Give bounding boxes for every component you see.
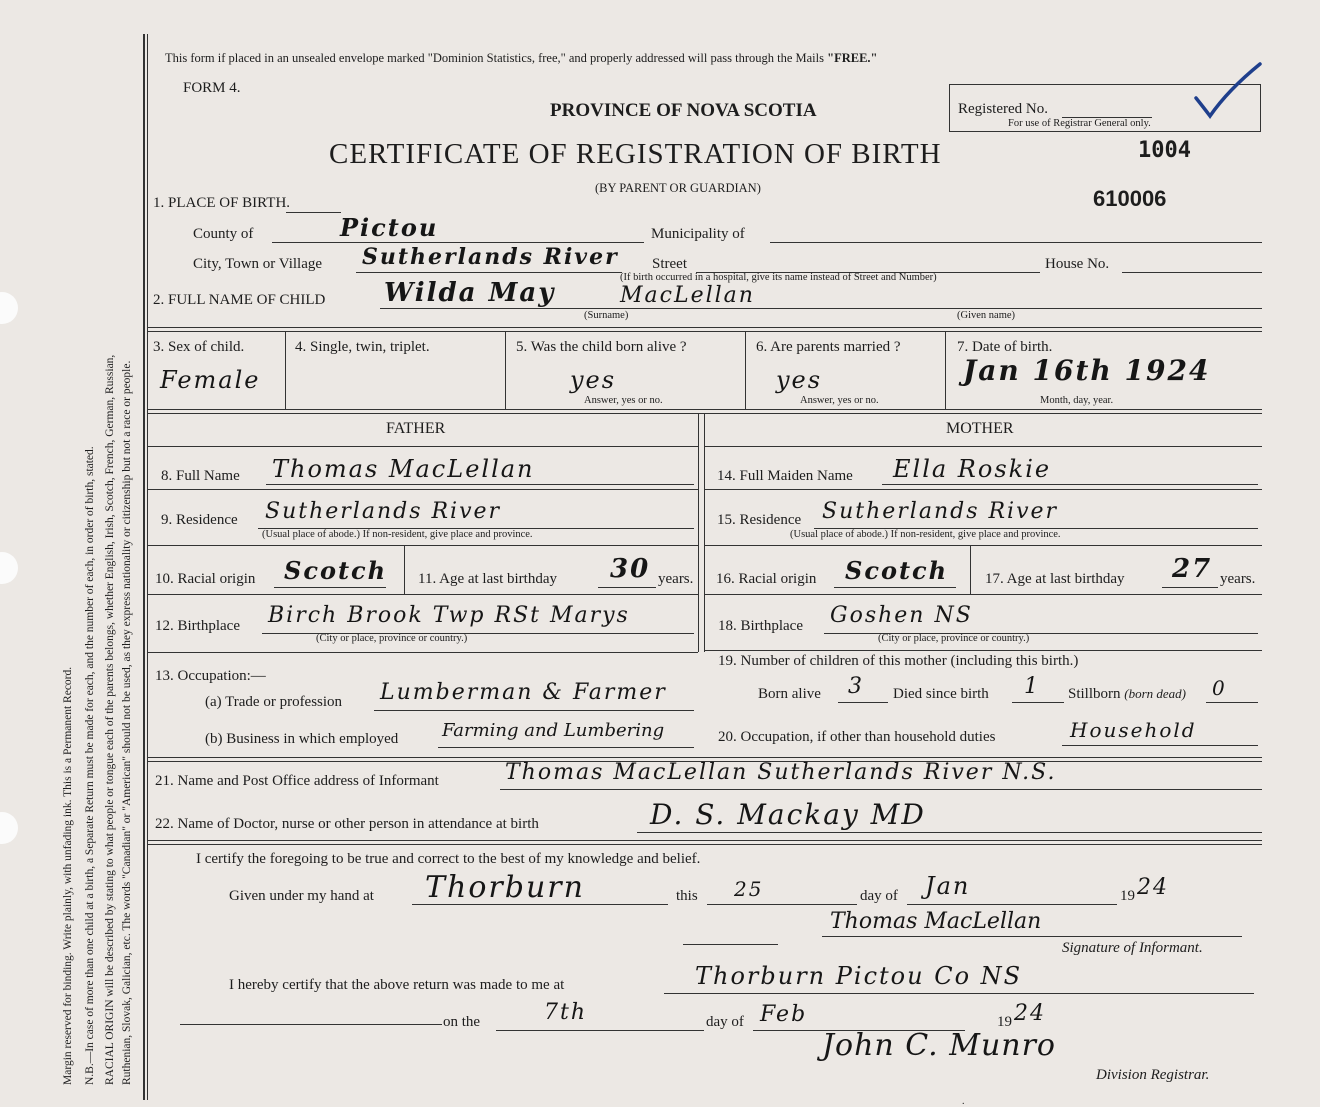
rule [147, 545, 698, 546]
father-name-line [266, 484, 694, 485]
father-age-label: 11. Age at last birthday [418, 571, 557, 587]
sex-value: Female [160, 366, 261, 394]
year-prefix: 19 [1120, 888, 1135, 904]
given-under-label: Given under my hand at [229, 888, 374, 904]
form-number: FORM 4. [183, 80, 241, 96]
registrar-month-value: Feb [760, 1002, 808, 1027]
informant-signature-line [822, 936, 1242, 937]
stillborn-label: Stillborn [1068, 686, 1121, 702]
city-line [356, 272, 622, 273]
mother-age-value: 27 [1172, 554, 1213, 584]
province-heading: PROVINCE OF NOVA SCOTIA [550, 100, 817, 121]
died-line [1012, 702, 1064, 703]
rule [180, 1024, 442, 1025]
mother-residence-note: (Usual place of abode.) If non-resident, give place and province. [790, 529, 1061, 540]
father-birthplace-label: 12. Birthplace [155, 618, 240, 634]
father-occupation-label: 13. Occupation:— [155, 668, 266, 684]
mother-birthplace-value: Goshen NS [830, 603, 973, 628]
born-alive-value: yes [570, 366, 617, 394]
stillborn-line [1206, 702, 1258, 703]
mother-occupation-value: Household [1070, 718, 1197, 742]
father-racial-label: 10. Racial origin [155, 571, 256, 587]
mother-occupation-line [1062, 745, 1258, 746]
mother-occupation-label: 20. Occupation, if other than household duties [718, 729, 996, 745]
father-name-value: Thomas MacLellan [272, 455, 535, 483]
given-place-value: Thorburn [425, 870, 585, 905]
father-racial-value: Scotch [284, 556, 388, 585]
born-alive-label: Born alive [758, 686, 821, 702]
given-day-line [707, 904, 857, 905]
rule [704, 650, 1262, 651]
mother-racial-value: Scotch [845, 556, 949, 585]
day-of-label: day of [860, 888, 898, 904]
rule [147, 489, 698, 490]
mother-years-label: years. [1220, 571, 1256, 587]
rule [147, 594, 698, 595]
registrar-place-line [664, 993, 1254, 994]
rule [704, 489, 1262, 490]
father-birthplace-note: (City or place, province or country.) [316, 633, 468, 644]
certificate-title: CERTIFICATE OF REGISTRATION OF BIRTH [329, 138, 942, 170]
rule [404, 545, 405, 594]
mother-age-label: 17. Age at last birthday [985, 571, 1125, 587]
trade-line [374, 710, 694, 711]
trade-label: (a) Trade or profession [205, 694, 343, 710]
margin-note-multiple: N.B.—In case of more than one child at a birth, a Separate Return must be made for each, and the number of each, in order of birth, stated. [84, 446, 96, 1085]
margin-note-binding: Margin reserved for binding. Write plainly, with unfading ink. This is a Permanent Record. [62, 666, 74, 1085]
certificate-subtitle: (BY PARENT OR GUARDIAN) [595, 181, 761, 195]
doctor-label: 22. Name of Doctor, nurse or other person in attendance at birth [155, 816, 539, 832]
father-residence-label: 9. Residence [161, 512, 238, 528]
married-value: yes [776, 366, 823, 394]
died-since-label: Died since birth [893, 686, 989, 702]
business-line [438, 747, 694, 748]
given-day-value: 25 [734, 877, 764, 901]
given-year-value: 24 [1137, 875, 1169, 900]
father-age-value: 30 [610, 554, 651, 584]
mother-name-label: 14. Full Maiden Name [717, 468, 853, 484]
child-given-name: Wilda May [384, 278, 556, 308]
certificate-number: 610006 [1093, 186, 1167, 211]
father-residence-value: Sutherlands River [265, 499, 502, 524]
county-value: Pictou [340, 213, 439, 242]
certify-statement: I certify the foregoing to be true and correct to the best of my knowledge and belief. [196, 851, 701, 867]
stillborn-count: 0 [1212, 676, 1227, 700]
mail-notice-free: "FREE." [827, 51, 878, 65]
sex-label: 3. Sex of child. [153, 339, 245, 355]
rule [505, 331, 506, 409]
binding-hole [0, 812, 18, 844]
rule [704, 413, 705, 652]
signature-informant-label: Signature of Informant. [1062, 940, 1203, 956]
father-name-label: 8. Full Name [161, 468, 240, 484]
doctor-line [637, 832, 1262, 833]
form-left-border [143, 34, 145, 1100]
informant-signature: Thomas MacLellan [830, 909, 1042, 934]
surname-note: (Surname) [584, 310, 629, 321]
child-surname: MacLellan [620, 283, 755, 308]
city-label: City, Town or Village [193, 256, 323, 272]
born-alive-question: 5. Was the child born alive ? [516, 339, 687, 355]
father-racial-line [274, 587, 386, 588]
mother-birthplace-label: 18. Birthplace [718, 618, 803, 634]
married-note: Answer, yes or no. [800, 395, 879, 406]
mother-residence-value: Sutherlands River [822, 499, 1059, 524]
father-birthplace-value: Birch Brook Twp RSt Marys [268, 603, 630, 628]
married-question: 6. Are parents married ? [756, 339, 901, 355]
given-month-value: Jan [925, 872, 971, 900]
born-alive-note: Answer, yes or no. [584, 395, 663, 406]
rule [945, 331, 946, 409]
registrar-statement: I hereby certify that the above return was made to me at [229, 977, 565, 993]
house-line [1122, 272, 1262, 273]
mother-racial-line [834, 587, 956, 588]
rule [147, 331, 1262, 332]
child-name-label: 2. FULL NAME OF CHILD [153, 292, 326, 308]
rule [147, 409, 1262, 410]
rule [147, 652, 698, 653]
binding-hole [0, 292, 18, 324]
born-alive-line [838, 702, 888, 703]
registrar-day-of-label: day of [706, 1014, 744, 1030]
child-name-line [380, 308, 1262, 309]
hospital-note: (If birth occurred in a hospital, give its name instead of Street and Number) [620, 272, 937, 283]
given-month-line [907, 904, 1117, 905]
rule [147, 844, 1262, 845]
rule [147, 446, 698, 447]
mother-age-line [1162, 587, 1218, 588]
reg-day-line [496, 1030, 704, 1031]
born-alive-count: 3 [848, 674, 864, 699]
rule [704, 594, 1262, 595]
house-no-label: House No. [1045, 256, 1110, 272]
given-name-note: (Given name) [957, 310, 1016, 321]
registrar-signature: John C. Munro [822, 1028, 1056, 1063]
business-label: (b) Business in which employed [205, 731, 399, 747]
rule [970, 545, 971, 594]
street-label: Street [652, 256, 687, 272]
mother-heading: MOTHER [946, 420, 1014, 437]
form-left-border-inner [147, 34, 148, 1100]
informant-value: Thomas MacLellan Sutherlands River N.S. [505, 760, 1057, 785]
informant-line [500, 789, 1262, 790]
rule [704, 545, 1262, 546]
stillborn-note: (born dead) [1124, 686, 1187, 701]
checkmark-icon [1192, 60, 1264, 122]
mother-name-value: Ella Roskie [893, 455, 1052, 483]
dob-note: Month, day, year. [1040, 395, 1114, 406]
rule [745, 331, 746, 409]
municipality-line [770, 242, 1262, 243]
registrar-year-prefix: 19 [997, 1014, 1012, 1030]
mail-notice [165, 51, 877, 66]
rule [704, 446, 1262, 447]
mother-racial-label: 16. Racial origin [716, 571, 817, 587]
dob-label: 7. Date of birth. [957, 339, 1053, 355]
county-line [272, 242, 644, 243]
dob-value: Jan 16th 1924 [963, 354, 1211, 387]
multiple-birth-label: 4. Single, twin, triplet. [295, 339, 430, 355]
division-registrar-label: Division Registrar. [1096, 1067, 1210, 1083]
this-label: this [676, 888, 698, 904]
binding-hole [0, 552, 18, 584]
rule [285, 331, 286, 409]
mail-notice-text: This form if placed in an unsealed envelope marked "Dominion Statistics, free," and properly addressed will pass through the Mails [165, 51, 824, 65]
registrar-year-value: 24 [1014, 1001, 1046, 1026]
rule [147, 840, 1262, 841]
died-since-count: 1 [1024, 674, 1040, 699]
registrar-day-value: 7th [544, 1000, 588, 1025]
mother-residence-label: 15. Residence [717, 512, 802, 528]
county-label: County of [193, 226, 254, 242]
registered-no-label: Registered No. [958, 101, 1048, 117]
informant-label: 21. Name and Post Office address of Informant [155, 773, 439, 789]
margin-note-racial-1: RACIAL ORIGIN will be described by stating to what people or tongue each of the parents belongs, whether English, Irish, Scotch, French, German, Russian, [104, 354, 116, 1085]
on-the-label: on the [443, 1014, 481, 1030]
trade-value: Lumberman & Farmer [380, 680, 667, 705]
margin-note-racial-2: Ruthenian, Slovak, Galician, etc. The words "Canadian" or "American" should not be used, as they express nationality or citizenship but not a race or people. [121, 360, 133, 1085]
place-line [286, 212, 341, 213]
municipality-label: Municipality of [651, 226, 745, 242]
father-years-label: years. [658, 571, 694, 587]
rule [698, 413, 699, 652]
business-value: Farming and Lumbering [442, 720, 665, 741]
stamp-number: 1004 [1138, 138, 1191, 163]
doctor-value: D. S. Mackay MD [650, 798, 926, 831]
stillborn-label-group [1068, 686, 1186, 703]
registrar-note: For use of Registrar General only. [1008, 118, 1151, 129]
mother-birthplace-note: (City or place, province or country.) [878, 633, 1030, 644]
rule [147, 327, 1262, 328]
children-count-label: 19. Number of children of this mother (including this birth.) [718, 653, 1079, 669]
registrar-place-value: Thorburn Pictou Co NS [695, 962, 1023, 990]
father-residence-note: (Usual place of abode.) If non-resident, give place and province. [262, 529, 533, 540]
father-heading: FATHER [386, 420, 446, 437]
father-age-line [598, 587, 656, 588]
place-of-birth-label: 1. PLACE OF BIRTH. [153, 195, 291, 211]
rule [147, 757, 1262, 758]
mother-name-line [882, 484, 1258, 485]
city-value: Sutherlands River [362, 244, 619, 270]
rule [683, 944, 778, 945]
footer-mark: . [962, 1096, 965, 1107]
